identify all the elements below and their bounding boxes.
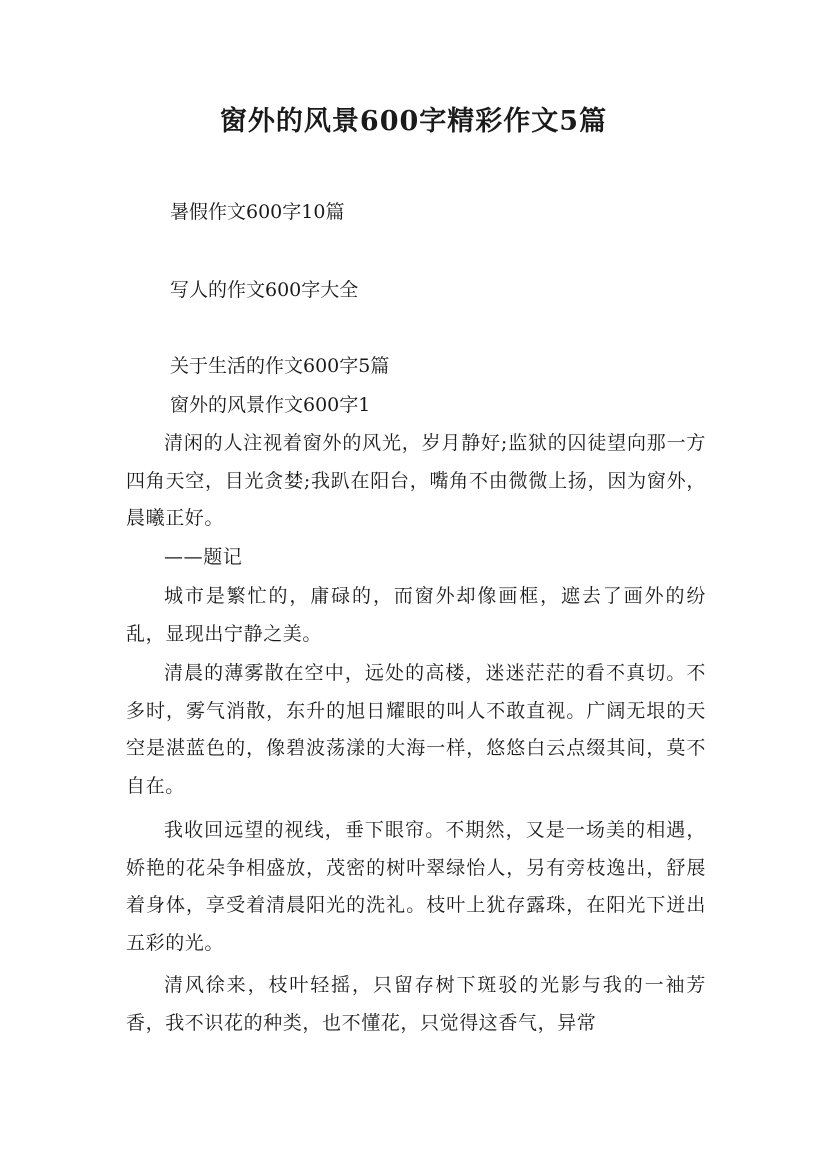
document-title: 窗外的风景600字精彩作文5篇	[219, 106, 608, 137]
related-article-link[interactable]: 写人的作文600字大全	[170, 279, 359, 301]
paragraph: 城市是繁忙的，庸碌的，而窗外却像画框，遮去了画外的纷乱，显现出宁静之美。	[126, 585, 706, 645]
paragraph: 清风徐来，枝叶轻摇，只留存树下斑驳的光影与我的一袖芳香，我不识花的种类，也不懂花，只觉得这香气，异常	[126, 974, 706, 1034]
related-article-link[interactable]: 暑假作文600字10篇	[170, 201, 345, 223]
paragraph: 清晨的薄雾散在空中，远处的高楼，迷迷茫茫的看不真切。不多时，雾气消散，东升的旭日耀眼的叫人不敢直视。广阔无垠的天空是湛蓝色的，像碧波荡漾的大海一样，悠悠白云点缀其间，莫不自在。	[126, 662, 706, 797]
paragraph: 我收回远望的视线，垂下眼帘。不期然，又是一场美的相遇，娇艳的花朵争相盛放，茂密的树叶翠绿怡人，另有旁枝逸出，舒展着身体，享受着清晨阳光的洗礼。枝叶上犹存露珠，在阳光下迸出五彩的光。	[126, 819, 706, 954]
paragraph: 清闲的人注视着窗外的风光，岁月静好;监狱的囚徒望向那一方四角天空，目光贪婪;我趴在阳台，嘴角不由微微上扬，因为窗外，晨曦正好。	[126, 432, 706, 530]
related-article-link[interactable]: 关于生活的作文600字5篇	[170, 355, 390, 377]
section-heading: 窗外的风景作文600字1	[170, 394, 371, 416]
paragraph-epigraph-attribution: ——题记	[164, 546, 243, 568]
